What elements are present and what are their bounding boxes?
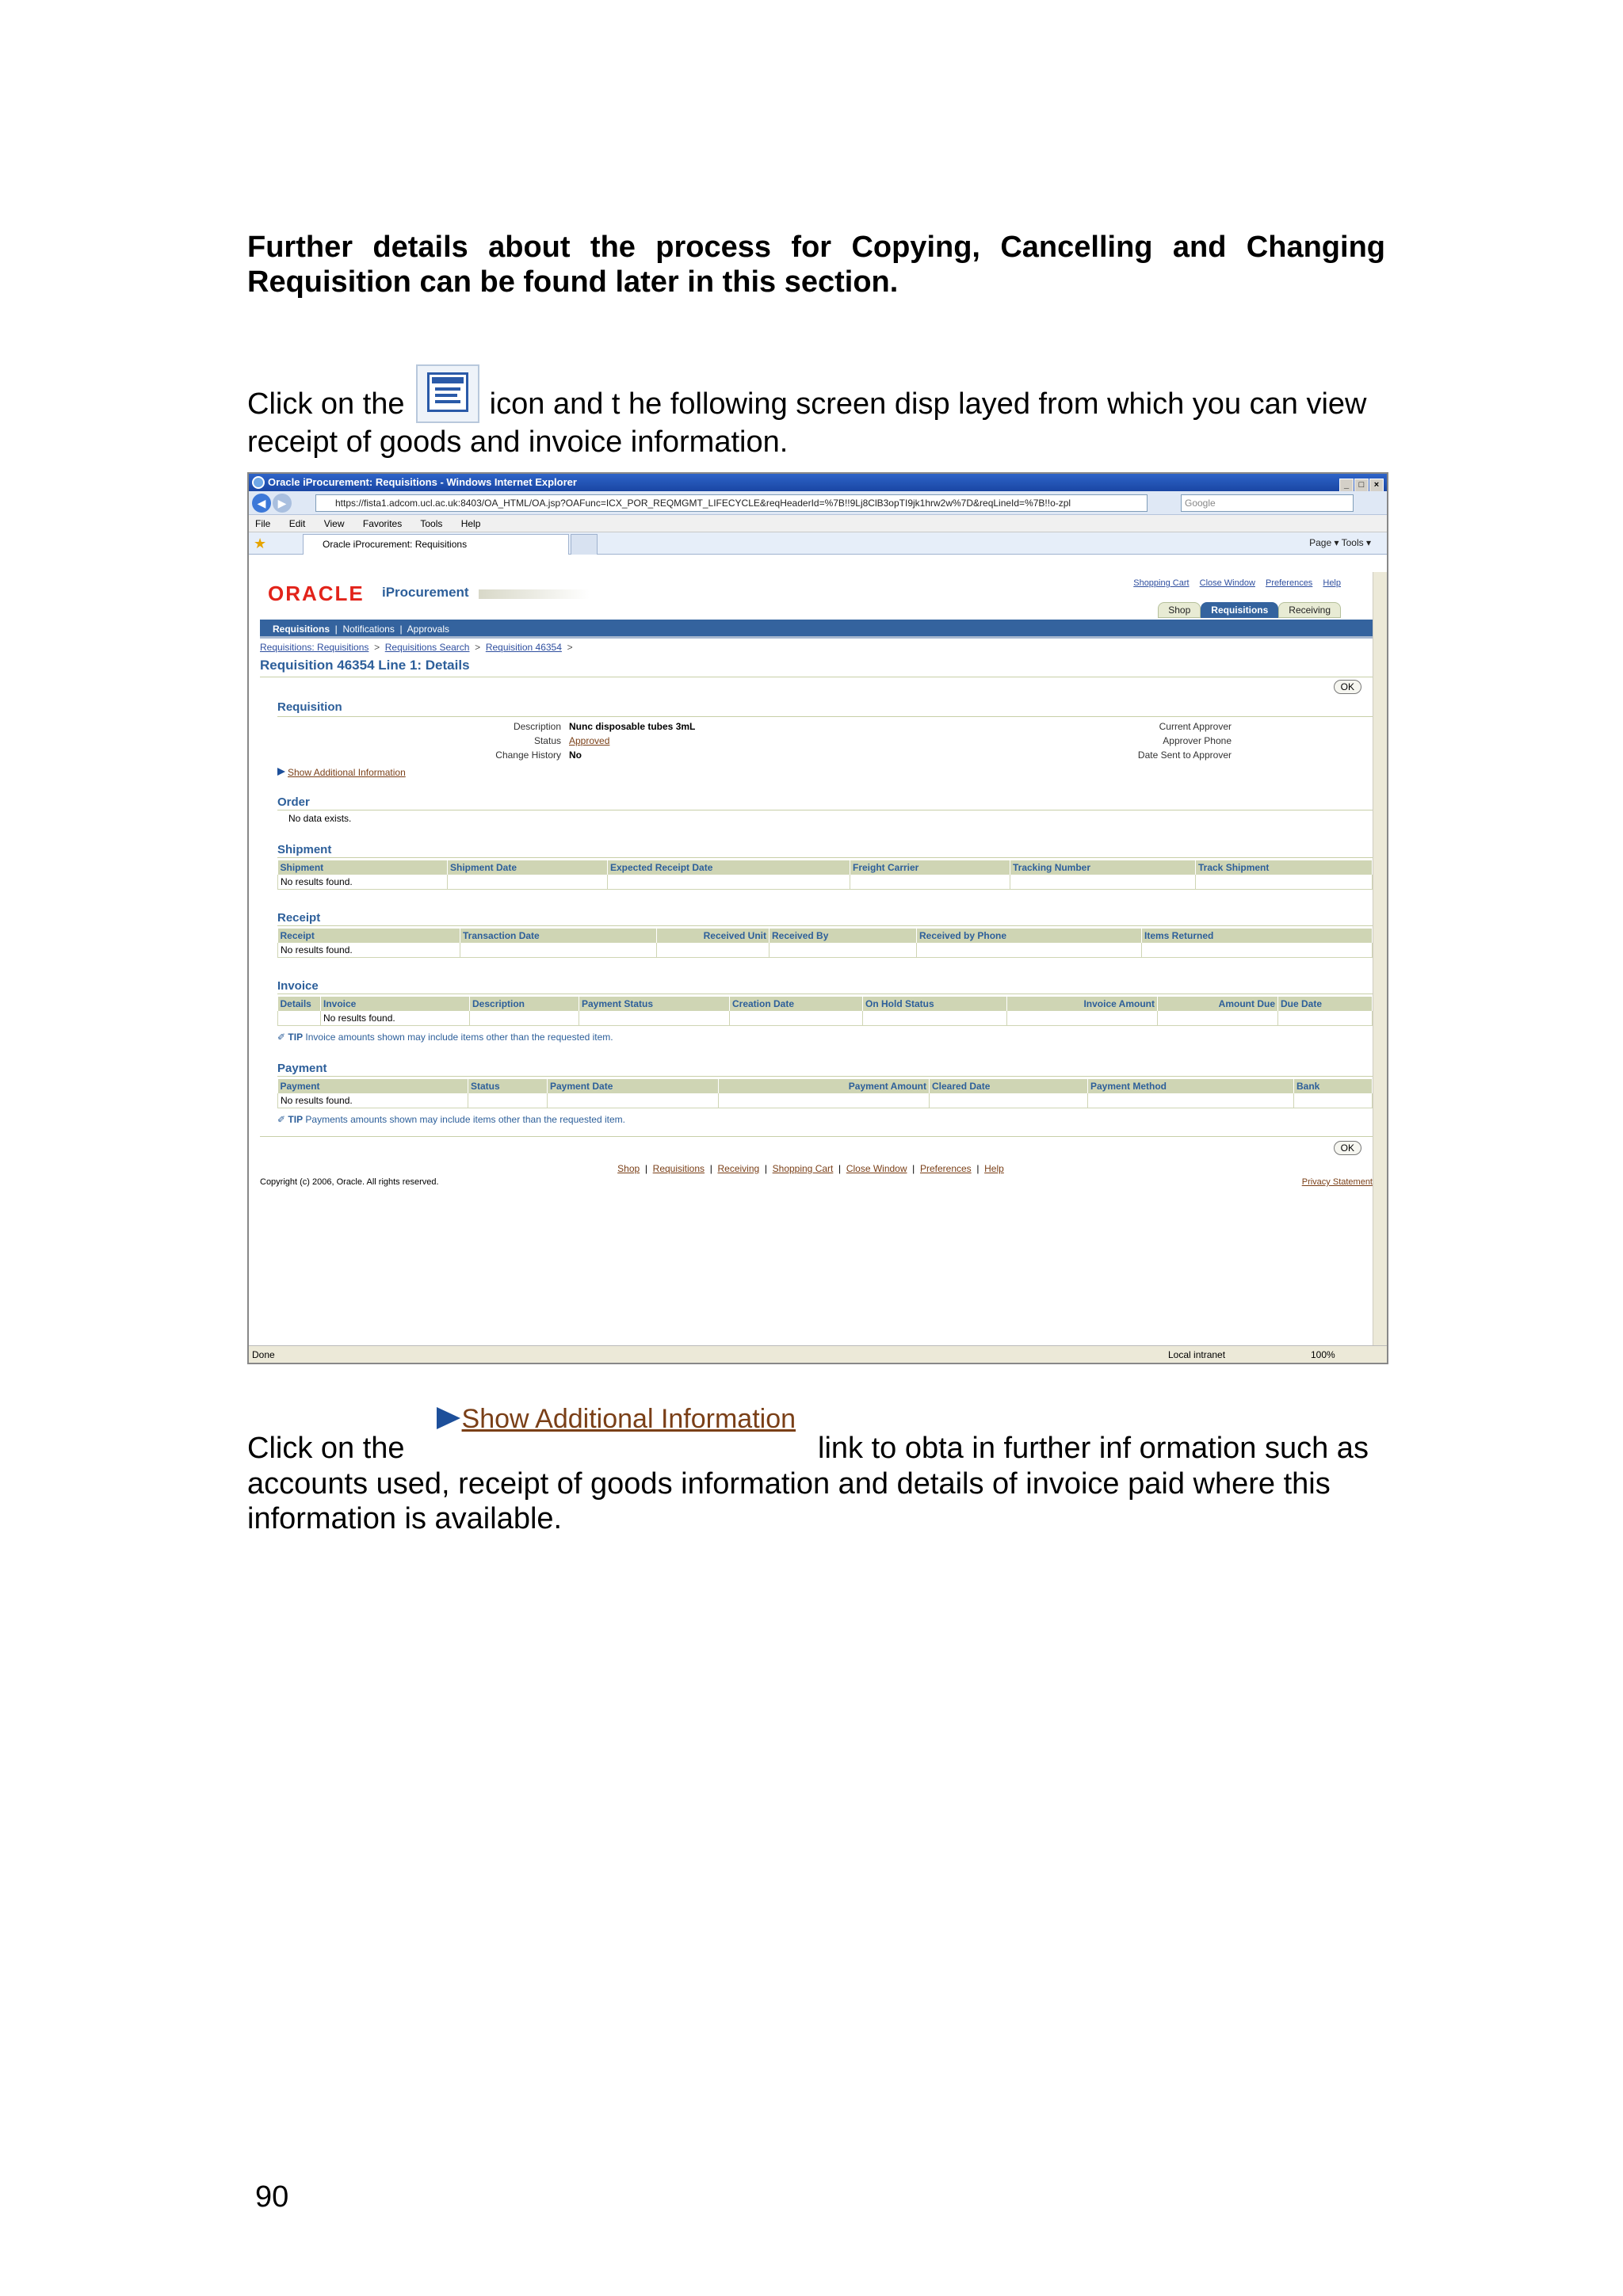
payment-tip: ✐ TIP Payments amounts shown may include items other than the requested item. [277, 1114, 625, 1125]
minimize-icon[interactable]: _ [1339, 479, 1354, 492]
col-cleared-date: Cleared Date [930, 1079, 1088, 1093]
menu-file[interactable]: File [255, 518, 271, 529]
ok-button-top[interactable]: OK [1334, 680, 1361, 694]
status-link[interactable]: Approved [569, 735, 610, 746]
browser-tab[interactable]: Oracle iProcurement: Requisitions [303, 534, 569, 555]
icon-instruction-paragraph [247, 364, 1385, 460]
col-payment-method: Payment Method [1088, 1079, 1294, 1093]
global-links [1125, 578, 1341, 588]
crumb-requisition[interactable]: Requisition 46354 [485, 642, 562, 653]
invoice-tip: ✐ TIP Invoice amounts shown may include items other than the requested item. [277, 1032, 613, 1043]
payment-heading: Payment [277, 1062, 327, 1075]
description-value: Nunc disposable tubes 3mL [569, 721, 696, 732]
col-shipment-date: Shipment Date [448, 860, 608, 875]
page-title: Requisition 46354 Line 1: Details [260, 658, 470, 673]
col-due-date: Due Date [1278, 997, 1373, 1011]
col-invoice-amount: Invoice Amount [1007, 997, 1158, 1011]
browser-title: Oracle iProcurement: Requisitions - Windows Internet Explorer [268, 476, 577, 488]
divider [260, 1136, 1373, 1137]
divider [277, 1076, 1373, 1077]
payment-table [277, 1079, 1373, 1108]
status-row: Status Approved [533, 735, 610, 746]
menu-help[interactable]: Help [460, 518, 481, 529]
browser-screenshot [247, 472, 1388, 1364]
requisition-heading: Requisition [277, 700, 342, 714]
footer-links: Shop | Requisitions | Receiving | Shopping Cart | Close Window | Preferences | Help [617, 1163, 1004, 1174]
col-received-unit: Received Unit [657, 929, 769, 943]
menu-favorites[interactable]: Favorites [362, 518, 403, 529]
col-invoice: Invoice [321, 997, 470, 1011]
ok-button-bottom[interactable]: OK [1334, 1141, 1361, 1155]
ie-logo-icon [252, 476, 265, 489]
col-expected-receipt: Expected Receipt Date [608, 860, 850, 875]
subnav-approvals[interactable]: Approvals [407, 624, 450, 635]
col-received-phone: Received by Phone [917, 929, 1142, 943]
back-icon[interactable]: ◀ [252, 494, 271, 513]
menu-tools[interactable]: Tools [420, 518, 443, 529]
col-creation-date: Creation Date [730, 997, 863, 1011]
footer-shop[interactable]: Shop [617, 1163, 640, 1174]
col-freight-carrier: Freight Carrier [850, 860, 1010, 875]
change-history-row: Change History No [495, 749, 582, 761]
browser-title-bar [249, 474, 1387, 491]
page-number: 90 [255, 2180, 289, 2214]
security-zone: Local intranet [1168, 1349, 1226, 1360]
receipt-table [277, 929, 1373, 958]
col-description: Description [470, 997, 579, 1011]
icon-para-after: icon and t he following screen disp layed from which you can view receipt of goods and invoice information. [247, 387, 1367, 459]
col-status: Status [468, 1079, 548, 1093]
footer-shopping-cart[interactable]: Shopping Cart [772, 1163, 834, 1174]
col-payment-date: Payment Date [548, 1079, 719, 1093]
order-heading: Order [277, 795, 310, 809]
tab-requisitions[interactable]: Requisitions [1201, 602, 1278, 618]
menu-bar [249, 515, 1387, 532]
subnav-notifications[interactable]: Notifications [342, 624, 395, 635]
receipt-heading: Receipt [277, 911, 321, 925]
shipment-heading: Shipment [277, 843, 332, 856]
divider [277, 857, 1373, 858]
link-instruction-paragraph [247, 1404, 1385, 1536]
zoom-level[interactable]: 100% [1311, 1349, 1335, 1360]
current-approver-label: Current Approver [1159, 721, 1232, 732]
date-sent-label: Date Sent to Approver [1137, 749, 1232, 761]
link-para-before: Click on the [247, 1432, 405, 1465]
footer-requisitions[interactable]: Requisitions [652, 1163, 705, 1174]
copyright: Copyright (c) 2006, Oracle. All rights reserved. [260, 1177, 439, 1187]
vertical-scrollbar[interactable] [1373, 572, 1387, 1347]
col-bank: Bank [1294, 1079, 1373, 1093]
col-payment: Payment [278, 1079, 468, 1093]
col-transaction-date: Transaction Date [460, 929, 657, 943]
page-content [249, 572, 1373, 1347]
table-row: No results found. [278, 1011, 1373, 1025]
shipment-table [277, 860, 1373, 890]
divider [277, 925, 1373, 926]
col-payment-status: Payment Status [579, 997, 730, 1011]
link-help[interactable]: Help [1323, 578, 1341, 588]
change-history-value: No [569, 749, 582, 761]
footer-preferences[interactable]: Preferences [919, 1163, 972, 1174]
description-row: Description Nunc disposable tubes 3mL [513, 721, 696, 732]
col-received-by: Received By [769, 929, 917, 943]
footer-help[interactable]: Help [984, 1163, 1004, 1174]
icon-para-before: Click on the [247, 387, 405, 421]
approver-phone-label: Approver Phone [1163, 735, 1232, 746]
link-close-window[interactable]: Close Window [1199, 578, 1255, 588]
table-row: No results found. [278, 1093, 1373, 1108]
tab-receiving[interactable]: Receiving [1278, 602, 1341, 618]
col-details: Details [278, 997, 321, 1011]
col-shipment: Shipment [278, 860, 448, 875]
col-receipt: Receipt [278, 929, 460, 943]
crumb-search[interactable]: Requisitions Search [384, 642, 470, 653]
link-shopping-cart[interactable]: Shopping Cart [1133, 578, 1190, 588]
close-icon[interactable]: × [1369, 479, 1384, 492]
forward-icon[interactable]: ▶ [273, 494, 292, 513]
link-preferences[interactable]: Preferences [1266, 578, 1313, 588]
col-items-returned: Items Returned [1142, 929, 1373, 943]
address-bar-row [249, 491, 1387, 515]
tab-shop[interactable]: Shop [1158, 602, 1201, 618]
expand-arrow-icon [437, 1407, 460, 1429]
show-additional-info-example: Show Additional Information [437, 1402, 796, 1436]
status-text: Done [252, 1349, 275, 1360]
address-input[interactable]: https://fista1.adcom.ucl.ac.uk:8403/OA_HTML/OA.jsp?OAFunc=ICX_POR_REQMGMT_LIFECYCLE&reqHeaderId=%7B!!9Lj8ClB3opTI9jk1hrw2w%7D&reqLineId=%7B!!o-zpl [315, 494, 1148, 512]
breadcrumb: Requisitions: Requisitions > Requisitions Search > Requisition 46354 > [260, 642, 573, 653]
tab-bar [249, 532, 1387, 555]
command-bar[interactable]: Page ▾ Tools ▾ [1309, 537, 1371, 548]
table-row: No results found. [278, 943, 1373, 957]
show-additional-info-link[interactable]: Show Additional Information [277, 767, 406, 778]
product-name: iProcurement [382, 585, 469, 600]
col-amount-due: Amount Due [1158, 997, 1278, 1011]
maximize-icon[interactable]: □ [1354, 479, 1369, 492]
subnav-requisitions[interactable]: Requisitions [273, 624, 330, 635]
col-tracking-number: Tracking Number [1010, 860, 1196, 875]
logo-fade [479, 589, 590, 599]
favorites-star-icon[interactable]: ★ [254, 536, 267, 551]
status-bar [249, 1345, 1387, 1363]
details-icon [413, 364, 481, 425]
table-row: No results found. [278, 875, 1373, 889]
link-para-after: link to obta in further inf ormation such as accounts used, receipt of goods information and details of invoice paid where this information is available. [247, 1432, 1369, 1535]
expand-arrow-icon [277, 768, 285, 776]
menu-edit[interactable]: Edit [288, 518, 306, 529]
invoice-table [277, 997, 1373, 1026]
invoice-heading: Invoice [277, 979, 319, 993]
sub-navigation: Requisitions | Notifications | Approvals [260, 620, 1373, 639]
tip-icon: ✐ [277, 1032, 286, 1043]
footer-close-window[interactable]: Close Window [846, 1163, 907, 1174]
new-tab-button[interactable] [571, 534, 598, 555]
menu-view[interactable]: View [323, 518, 345, 529]
oracle-logo: ORACLE [268, 582, 365, 605]
col-track-shipment: Track Shipment [1196, 860, 1373, 875]
col-on-hold-status: On Hold Status [863, 997, 1007, 1011]
main-tabs [1158, 602, 1341, 618]
order-empty: No data exists. [288, 813, 352, 824]
search-input[interactable]: Google [1181, 494, 1354, 512]
col-payment-amount: Payment Amount [719, 1079, 930, 1093]
tip-icon: ✐ [277, 1114, 286, 1125]
footer-receiving[interactable]: Receiving [717, 1163, 760, 1174]
intro-paragraph: Further details about the process for Copying, Cancelling and Changing Requisition can be found later in this section. [247, 231, 1385, 299]
crumb-requisitions[interactable]: Requisitions: Requisitions [260, 642, 369, 653]
privacy-link[interactable]: Privacy Statement [1301, 1177, 1373, 1187]
divider [277, 716, 1373, 717]
